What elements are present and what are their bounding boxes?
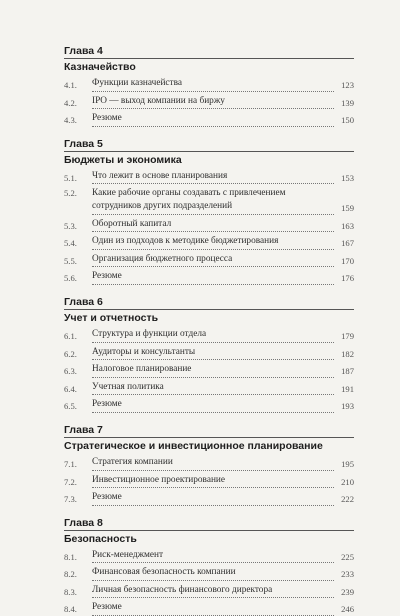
toc-entry[interactable] [64,398,354,413]
section-number: 7.1. [64,458,77,469]
section-number: 5.6. [64,273,77,284]
section-title-text: Стратегия компании [92,456,173,467]
toc-entry[interactable] [64,566,354,581]
section-title [92,328,334,343]
chapter-label: Глава 5 [64,137,103,150]
toc-entry[interactable] [64,112,354,127]
section-title [92,95,334,110]
section-title [92,456,334,471]
section-title-text: Финансовая безопасность компании [92,567,236,578]
section-title-text: IPO — выход компании на биржу [92,95,225,106]
section-title-text: Что лежит в основе планирования [92,170,228,181]
chapter-heading[interactable] [64,437,354,453]
toc-entry[interactable] [64,346,354,361]
section-title [92,601,334,616]
section-title-text: Инвестиционное проектирование [92,474,226,485]
section-page-number: 210 [341,476,354,487]
section-title-text: Риск-менеджмент [92,549,164,560]
section-page-number: 179 [341,330,354,341]
section-number: 6.2. [64,348,77,359]
section-title-text: Структура и функции отдела [92,328,207,339]
section-page-number: 176 [341,273,354,284]
section-page-number: 187 [341,366,354,377]
section-number: 8.3. [64,586,77,597]
section-title [92,270,334,285]
toc-entry[interactable] [64,363,354,378]
section-page-number: 195 [341,458,354,469]
section-page-number: 150 [341,115,354,126]
chapter-title: Стратегическое и инвестиционное планирование [64,439,323,452]
section-number: 4.2. [64,97,77,108]
chapter-8 [64,516,354,616]
section-page-number: 170 [341,255,354,266]
section-number: 8.1. [64,551,77,562]
section-title [92,218,334,233]
section-number: 5.1. [64,172,77,183]
section-title-text: Какие рабочие органы создавать с привлечением сотрудников других подразделений [92,188,286,211]
toc-entry[interactable] [64,235,354,250]
section-title [92,584,334,599]
toc-entry[interactable] [64,187,354,214]
section-title-text: Резюме [92,492,122,503]
section-title [92,398,334,413]
section-title-text: Резюме [92,271,122,282]
section-title [92,77,334,92]
section-page-number: 159 [341,202,354,213]
section-number: 8.2. [64,569,77,580]
chapter-heading[interactable] [64,151,354,167]
chapter-label: Глава 4 [64,45,103,57]
toc-entry[interactable] [64,584,354,599]
section-page-number: 139 [341,97,354,108]
toc-entry[interactable] [64,328,354,343]
chapter-heading[interactable] [64,309,354,325]
toc-entry[interactable] [64,491,354,506]
section-number: 5.4. [64,238,77,249]
section-title-text: Личная безопасность финансового директора [92,584,273,595]
section-number: 6.4. [64,383,77,394]
toc-entry[interactable] [64,381,354,396]
toc-entry[interactable] [64,77,354,92]
section-page-number: 239 [341,586,354,597]
section-number: 4.3. [64,115,77,126]
chapter-label: Глава 6 [64,295,103,308]
chapter-label: Глава 8 [64,516,103,529]
section-page-number: 153 [341,172,354,183]
section-number: 6.1. [64,330,77,341]
section-number: 6.3. [64,366,77,377]
section-title-text: Налоговое планирование [92,364,192,375]
section-title-text: Резюме [92,602,122,613]
section-title-text: Функции казначейства [92,78,182,88]
section-page-number: 225 [341,551,354,562]
section-title [92,474,334,489]
section-title [92,170,334,185]
chapter-7 [64,423,354,506]
toc-entry[interactable] [64,218,354,233]
toc-entry[interactable] [64,601,354,616]
chapter-title: Учет и отчетность [64,311,159,324]
section-number: 5.2. [64,188,77,199]
section-page-number: 191 [341,383,354,394]
toc-entry[interactable] [64,270,354,285]
toc-entry[interactable] [64,95,354,110]
section-page-number: 193 [341,401,354,412]
chapter-6 [64,295,354,413]
section-title [92,187,334,214]
section-title [92,112,334,127]
section-title [92,235,334,250]
section-title-text: Организация бюджетного процесса [92,253,233,264]
section-number: 8.4. [64,604,77,615]
section-title [92,491,334,506]
chapter-heading[interactable] [64,530,354,546]
section-title [92,549,334,564]
section-title-text: Учетная политика [92,381,164,392]
section-number: 5.3. [64,220,77,231]
chapter-heading[interactable] [64,58,354,74]
section-title [92,346,334,361]
toc-entry[interactable] [64,549,354,564]
chapter-5 [64,137,354,285]
section-page-number: 163 [341,220,354,231]
toc-entry[interactable] [64,456,354,471]
section-page-number: 233 [341,569,354,580]
section-title [92,253,334,268]
section-page-number: 246 [341,604,354,615]
section-title-text: Оборотный капитал [92,218,172,229]
section-title [92,381,334,396]
chapter-title: Бюджеты и экономика [64,153,182,166]
section-number: 7.2. [64,476,77,487]
toc-entry[interactable] [64,474,354,489]
section-page-number: 182 [341,348,354,359]
section-title [92,363,334,378]
section-number: 7.3. [64,494,77,505]
section-number: 6.5. [64,401,77,412]
chapter-4 [64,44,354,127]
section-title-text: Аудиторы и консультанты [92,346,196,357]
chapter-label: Глава 7 [64,423,103,436]
section-title-text: Резюме [92,399,122,410]
section-page-number: 123 [341,80,354,90]
toc-entry[interactable] [64,253,354,268]
section-title-text: Один из подходов к методике бюджетирования [92,236,279,247]
section-page-number: 222 [341,494,354,505]
toc-entry[interactable] [64,170,354,185]
chapter-title: Безопасность [64,532,137,545]
section-title [92,566,334,581]
section-number: 5.5. [64,255,77,266]
section-number: 4.1. [64,80,77,90]
section-title-text: Резюме [92,113,122,124]
section-page-number: 167 [341,238,354,249]
chapter-title: Казначейство [64,61,136,73]
